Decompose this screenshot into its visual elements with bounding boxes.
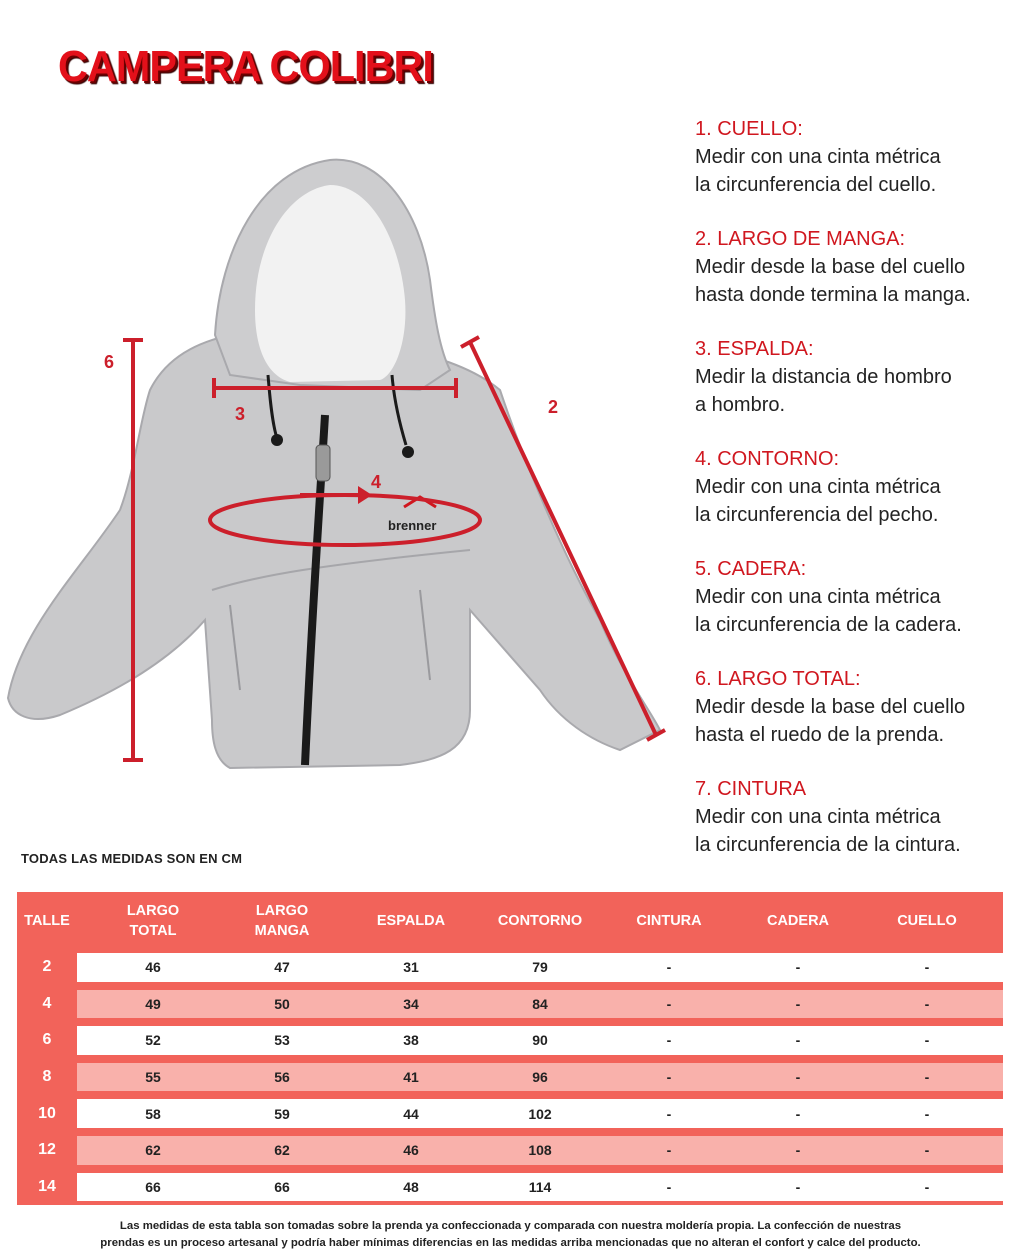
table-cell-cintura: - [666,1069,672,1086]
footnote-line: Las medidas de esta tabla son tomadas sobre la prenda ya confeccionada y comparada con nuestra moldería propia. La confección de nuestras [119,1220,902,1232]
table-cell-cintura: - [666,1142,672,1159]
instruction-text: Medir la distancia de hombro [695,366,952,388]
instruction-heading: 5. CADERA: [695,558,807,580]
size-label: 8 [17,1059,77,1096]
size-label: 2 [17,949,77,986]
table-cell-contorno: 84 [532,995,548,1012]
table-cell-cadera: - [795,1142,801,1159]
table-header [17,892,1003,949]
instruction-text: la circunferencia de la cadera. [695,614,962,636]
table-cell-largo-manga: 53 [274,1032,290,1049]
table-cell-espalda: 31 [403,959,419,976]
instruction-text: Medir con una cinta métrica [695,476,941,498]
table-cell-espalda: 34 [403,995,419,1012]
zipper-pull [316,445,330,481]
instruction-largo-manga [695,226,1015,309]
header-col-largo-total: LARGO TOTAL [126,902,180,939]
measurement-instructions [695,116,1015,886]
header-col-cuello: CUELLO [897,912,957,929]
table-cell-cadera: - [795,1069,801,1086]
instruction-text: hasta el ruedo de la prenda. [695,724,945,746]
instruction-cintura [695,776,1015,859]
instruction-espalda [695,336,1015,419]
table-cell-cintura: - [666,1178,672,1195]
table-cell-contorno: 96 [532,1069,548,1086]
table-cell-cuello: - [924,1178,930,1195]
footnote-line: prendas es un proceso artesanal y podría haber mínimas diferencias en las medidas arriba mencionadas que no alteran el confort y calce del producto. [100,1237,921,1249]
size-label: 14 [17,1169,77,1206]
table-cell-cadera: - [795,959,801,976]
instruction-text: la circunferencia del cuello. [695,174,937,196]
table-cell-largo-total: 46 [145,959,161,976]
table-cell-contorno: 102 [528,1105,552,1122]
instruction-heading: 2. LARGO DE MANGA: [695,228,906,250]
table-cell-contorno: 79 [532,959,548,976]
table-cell-cadera: - [795,1178,801,1195]
instruction-heading: 4. CONTORNO: [695,448,840,470]
instruction-text: Medir desde la base del cuello [695,256,966,278]
instruction-heading: 7. CINTURA [695,778,807,800]
header-col-contorno: CONTORNO [497,912,583,929]
header-col-cadera: CADERA [766,912,830,929]
size-label: 4 [17,986,77,1023]
size-table [17,892,1003,1205]
table-cell-largo-total: 62 [145,1142,161,1159]
brand-logo-text: brenner [388,518,437,533]
table-cell-cadera: - [795,1032,801,1049]
instruction-heading: 1. CUELLO: [695,118,803,140]
size-label: 10 [17,1095,77,1132]
header-col-espalda: ESPALDA [376,912,446,929]
table-cell-espalda: 44 [403,1105,419,1122]
instruction-heading: 6. LARGO TOTAL: [695,668,861,690]
table-cell-espalda: 48 [403,1178,419,1195]
header-col-talle: TALLE [24,912,70,929]
header-col-cintura: CINTURA [636,912,702,929]
table-cell-cuello: - [924,959,930,976]
units-note: TODAS LAS MEDIDAS SON EN CM [21,851,243,866]
table-cell-cuello: - [924,995,930,1012]
instruction-text: la circunferencia de la cintura. [695,834,961,856]
table-row [17,1095,1003,1132]
table-cell-largo-manga: 62 [274,1142,290,1159]
table-cell-largo-total: 66 [145,1178,161,1195]
instruction-text: Medir con una cinta métrica [695,586,941,608]
instruction-text: Medir con una cinta métrica [695,146,941,168]
instruction-text: a hombro. [695,394,786,416]
table-cell-espalda: 38 [403,1032,419,1049]
table-cell-cintura: - [666,959,672,976]
table-cell-cuello: - [924,1142,930,1159]
table-cell-cintura: - [666,995,672,1012]
table-row [17,1169,1003,1206]
instruction-cuello [695,116,1015,199]
table-cell-largo-total: 55 [145,1069,161,1086]
table-cell-cadera: - [795,995,801,1012]
table-cell-cuello: - [924,1105,930,1122]
table-body [17,949,1003,1205]
header-col-largo-manga: LARGO MANGA [254,902,310,939]
size-label: 6 [17,1022,77,1059]
instruction-text: Medir desde la base del cuello [695,696,966,718]
instruction-text: hasta donde termina la manga. [695,284,971,306]
table-row [17,1059,1003,1096]
drawstring-right-end [402,446,414,458]
instruction-heading: 3. ESPALDA: [695,338,814,360]
table-cell-cintura: - [666,1032,672,1049]
jacket-figure [0,150,690,790]
table-row [17,986,1003,1023]
jacket-body [8,335,660,768]
footnote [10,1218,1011,1252]
table-cell-largo-manga: 47 [274,959,290,976]
table-row [17,1022,1003,1059]
table-cell-largo-manga: 50 [274,995,290,1012]
table-cell-largo-manga: 56 [274,1069,290,1086]
instruction-text: Medir con una cinta métrica [695,806,941,828]
table-cell-contorno: 90 [532,1032,548,1049]
table-row [17,1132,1003,1169]
table-cell-largo-total: 52 [145,1032,161,1049]
table-cell-largo-total: 49 [145,995,161,1012]
instruction-cadera [695,556,1015,639]
table-cell-cadera: - [795,1105,801,1122]
table-cell-cuello: - [924,1032,930,1049]
instruction-contorno [695,446,1015,529]
table-cell-espalda: 41 [403,1069,419,1086]
table-cell-contorno: 108 [528,1142,552,1159]
measure-label-4: 4 [371,472,382,492]
table-cell-cuello: - [924,1069,930,1086]
size-label: 12 [17,1132,77,1169]
jacket-illustration [0,150,690,790]
instruction-text: la circunferencia del pecho. [695,504,939,526]
instruction-largo-total [695,666,1015,749]
page-title: CAMPERA COLIBRI [58,42,433,91]
table-cell-contorno: 114 [528,1178,552,1195]
table-cell-largo-manga: 66 [274,1178,290,1195]
table-cell-largo-total: 58 [145,1105,161,1122]
measure-label-3: 3 [235,404,246,424]
table-cell-largo-manga: 59 [274,1105,290,1122]
table-cell-espalda: 46 [403,1142,419,1159]
measure-label-6: 6 [104,352,115,372]
drawstring-left-end [271,434,283,446]
table-row [17,949,1003,986]
table-cell-cintura: - [666,1105,672,1122]
measure-label-2: 2 [548,397,559,417]
